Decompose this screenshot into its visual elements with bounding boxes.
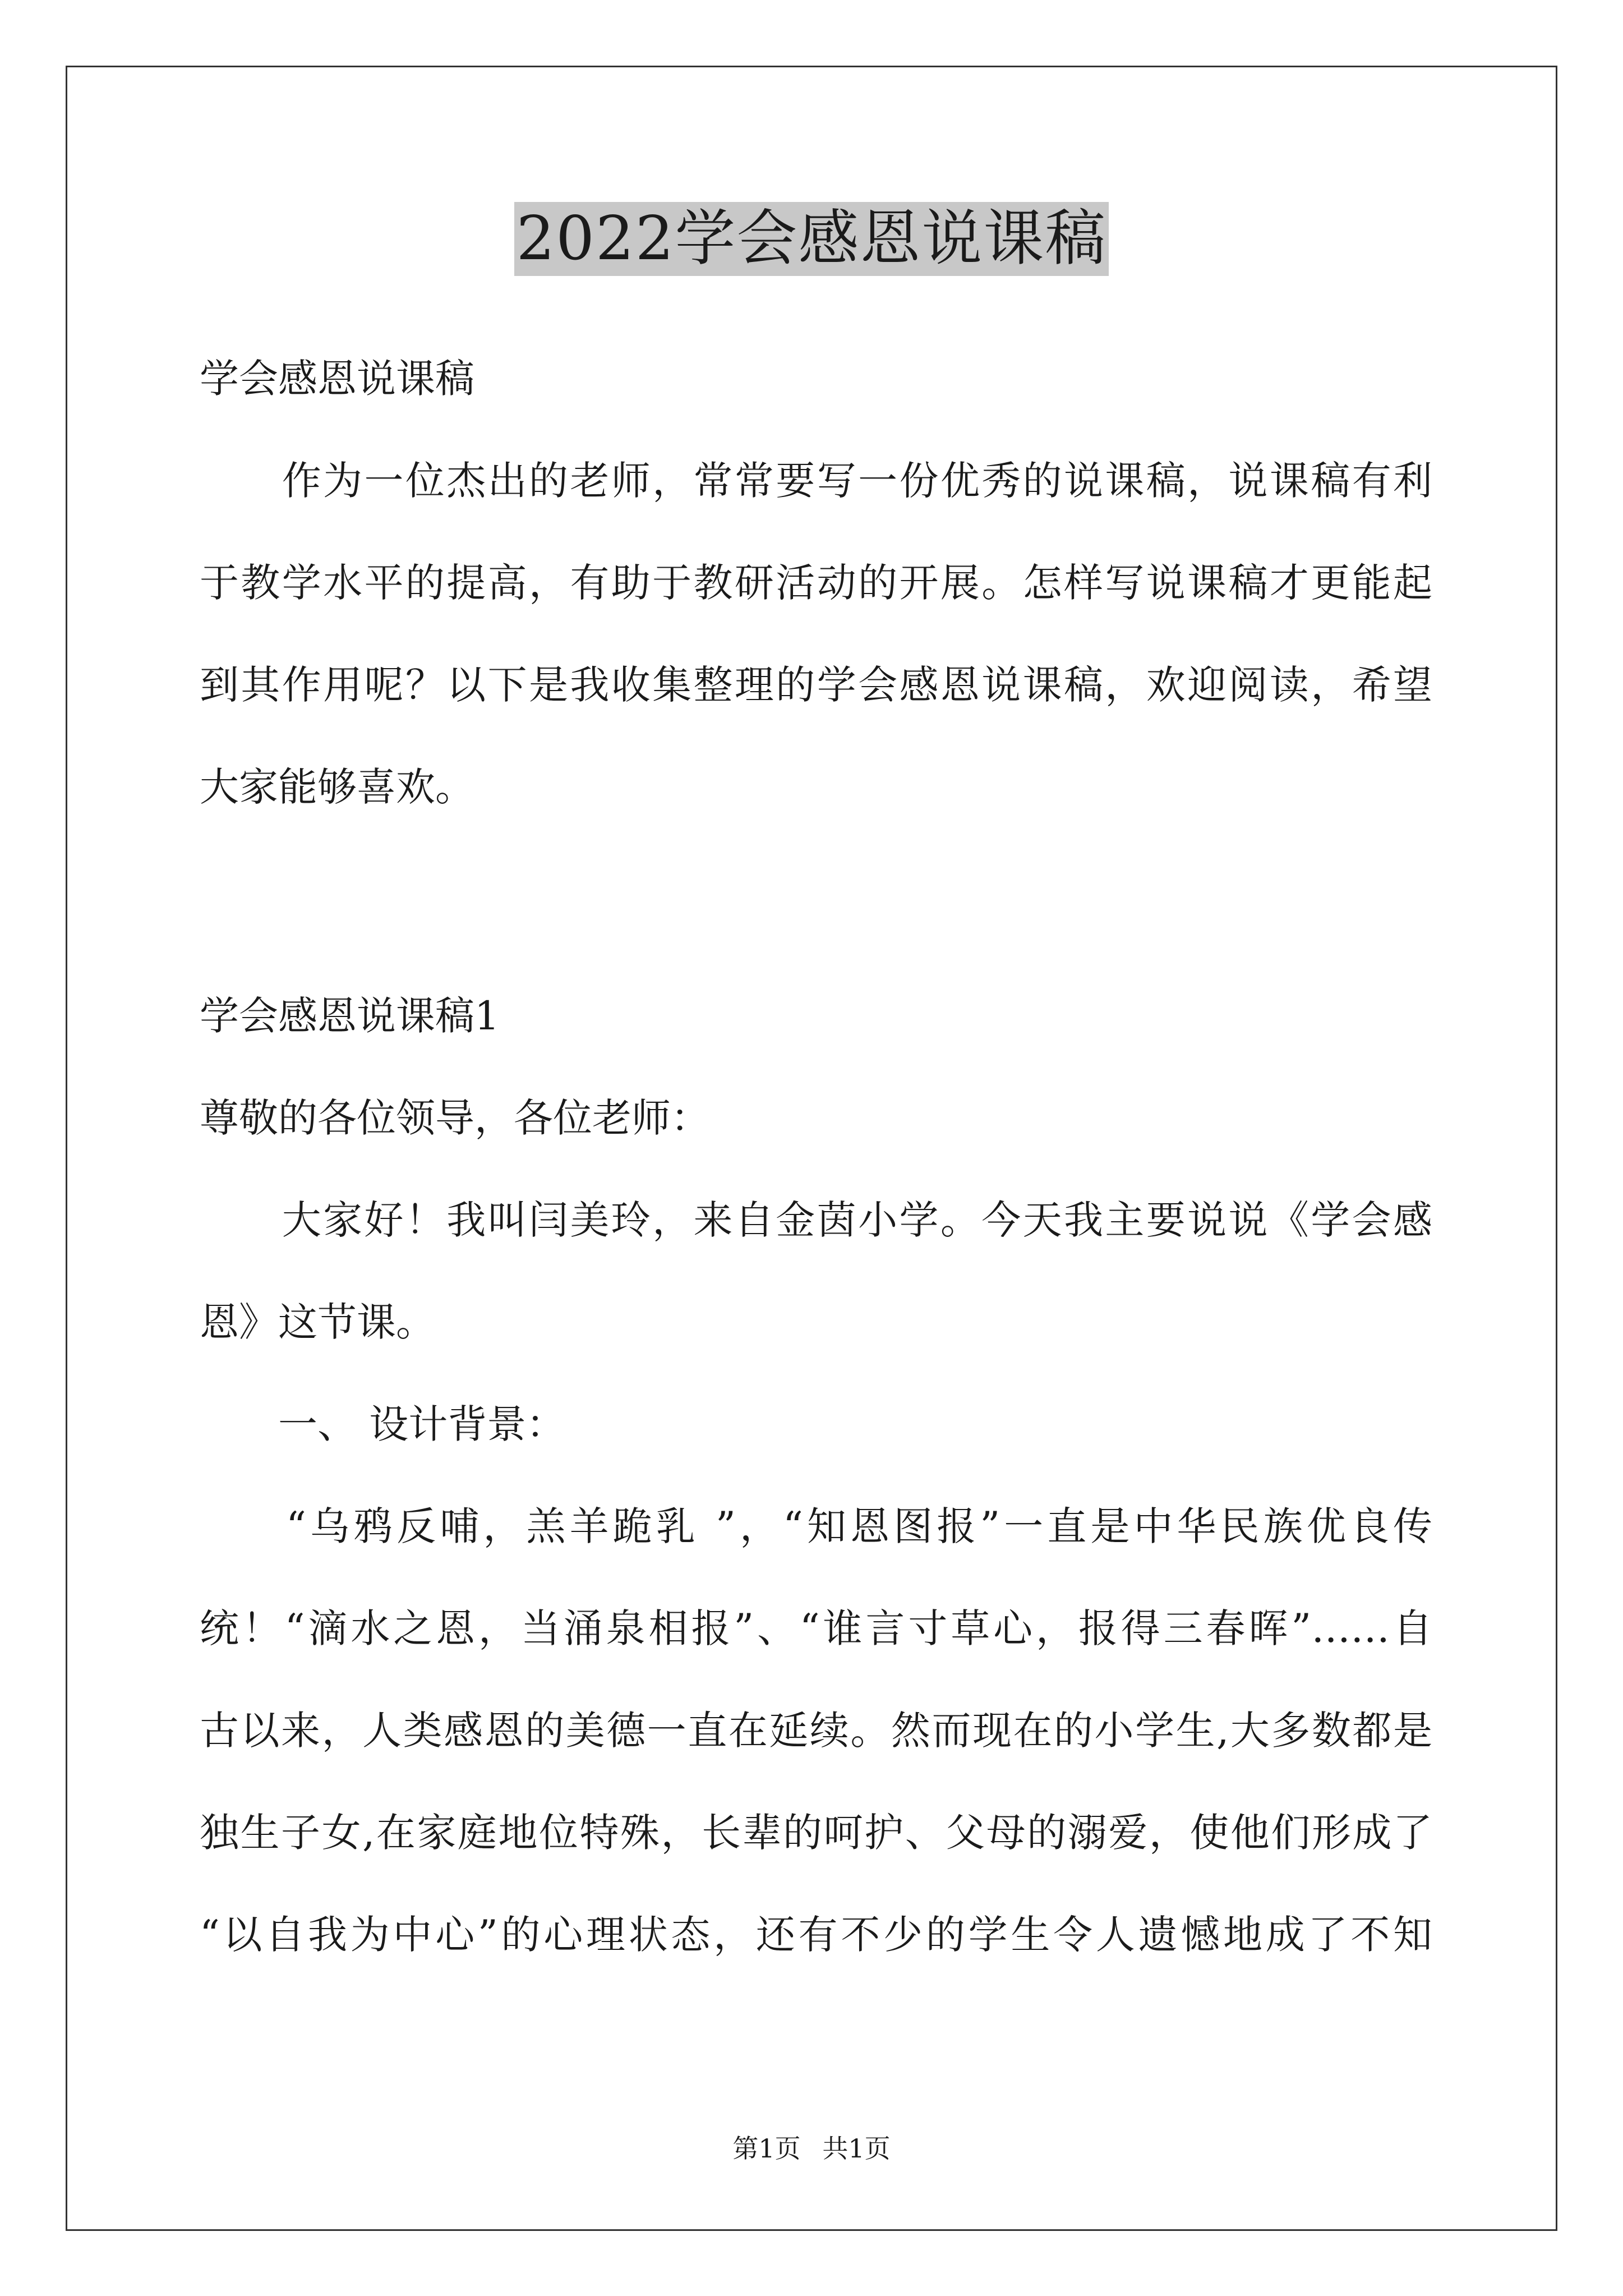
body-line: 恩》这节课。 — [200, 1299, 435, 1345]
body-line: 大家能够喜欢。 — [200, 764, 474, 810]
body-line: 于教学水平的提高，有助于教研活动的开展。怎样写说课稿才更能起 — [200, 560, 1432, 606]
section-heading: 学会感恩说课稿1 — [200, 993, 500, 1039]
body-line: “乌鸦反哺，羔羊跪乳 ”，“知恩图报”一直是中华民族优良传 — [200, 1503, 1432, 1549]
page-footer — [0, 2132, 1623, 2165]
salutation: 尊敬的各位领导，各位老师： — [200, 1095, 710, 1141]
document-title: 2022学会感恩说课稿 — [514, 202, 1109, 276]
title-container — [0, 202, 1623, 276]
body-line: 独生子女,在家庭地位特殊，长辈的呵护、父母的溺爱，使他们形成了 — [200, 1810, 1432, 1856]
body-line: 到其作用呢？以下是我收集整理的学会感恩说课稿，欢迎阅读，希望 — [200, 662, 1432, 708]
body-line: 古以来，人类感恩的美德一直在延续。然而现在的小学生,大多数都是 — [200, 1708, 1432, 1754]
page-number: 第1页 — [732, 2133, 801, 2164]
subsection-heading: 一、 设计背景： — [200, 1401, 566, 1447]
body-line: 大家好！我叫闫美玲，来自金茵小学。今天我主要说说《学会感 — [200, 1197, 1432, 1243]
intro-heading: 学会感恩说课稿 — [200, 356, 474, 402]
body-line: 统！“滴水之恩，当涌泉相报”、“谁言寸草心，报得三春晖”……自 — [200, 1605, 1432, 1651]
page-total: 共1页 — [822, 2133, 891, 2164]
body-line: 作为一位杰出的老师，常常要写一份优秀的说课稿，说课稿有利 — [200, 458, 1432, 504]
body-line: “以自我为中心”的心理状态，还有不少的学生令人遗憾地成了不知 — [200, 1912, 1432, 1958]
